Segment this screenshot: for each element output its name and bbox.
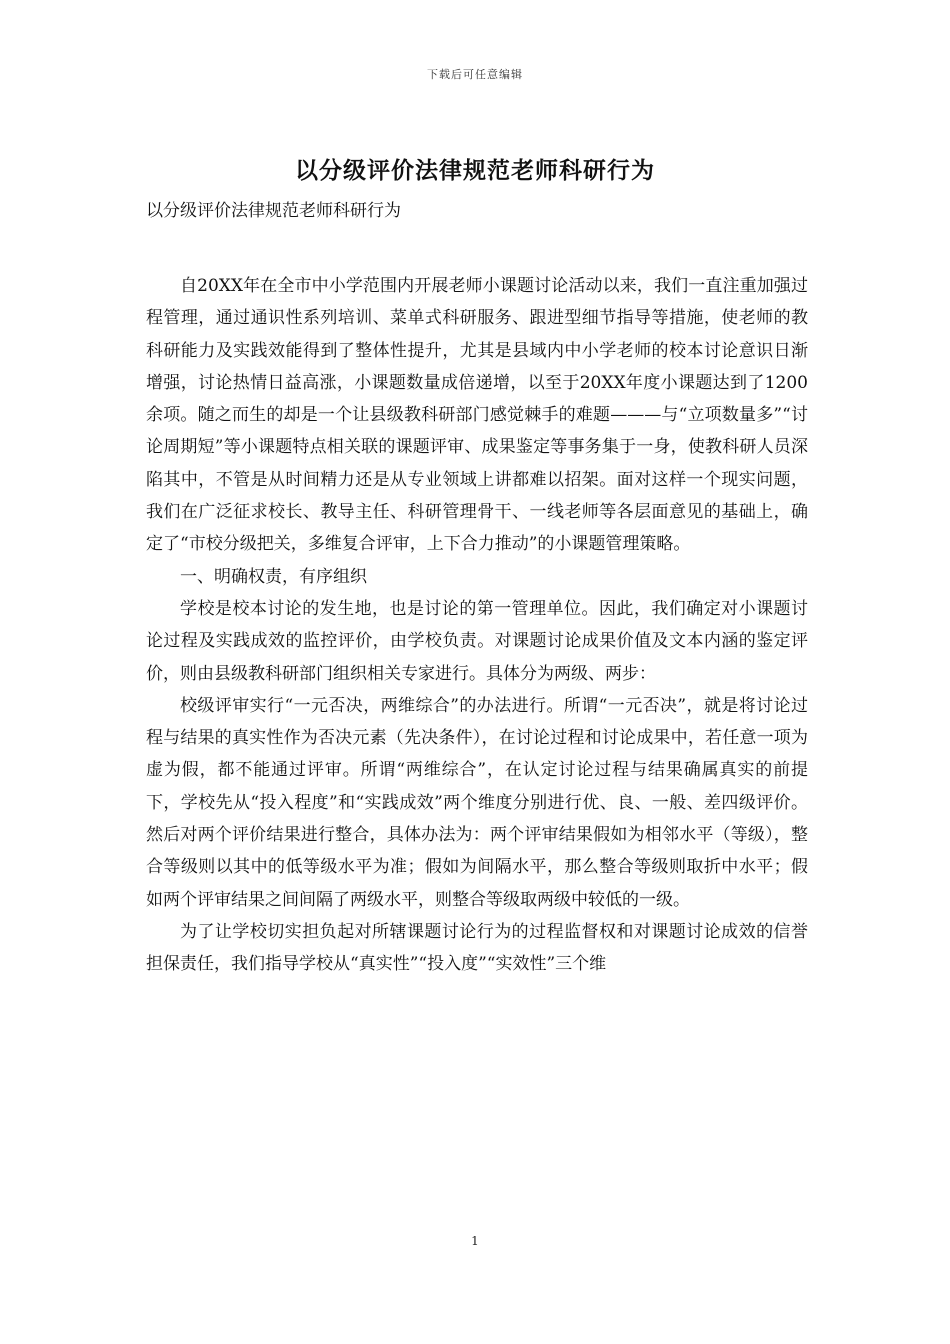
document-title: 以分级评价法律规范老师科研行为	[295, 157, 655, 184]
page-header-note: 下载后可任意编辑	[427, 68, 523, 81]
document-body	[146, 270, 808, 981]
page-number: 1	[471, 1234, 479, 1248]
document-subtitle: 以分级评价法律规范老师科研行为	[146, 201, 401, 221]
section-heading: 一、明确权责，有序组织	[180, 566, 367, 587]
body-paragraph: 校级评审实行“一元否决，两维综合”的办法进行。所谓“一元否决”，就是将讨论过程与结果的真实性作为否决元素（先决条件），在讨论过程和讨论成果中，若任意一项为虚为假，都不能通过评审。所谓“两维综合”，在认定讨论过程与结果确属真实的前提下，学校先从“投入程度”和“实践成效”两个维度分别进行优、良、一般、差四级评价。然后对两个评价结果进行整合，具体办法为：两个评审结果假如为相邻水平（等级），整合等级则以其中的低等级水平为准；假如为间隔水平，那么整合等级则取折中水平；假如两个评审结果之间间隔了两级水平，则整合等级取两级中较低的一级。	[146, 695, 808, 910]
body-paragraph: 自20XX年在全市中小学范围内开展老师小课题讨论活动以来，我们一直注重加强过程管理，通过通识性系列培训、菜单式科研服务、跟进型细节指导等措施，使老师的教科研能力及实践效能得到了整体性提升，尤其是县域内中小学老师的校本讨论意识日渐增强，讨论热情日益高涨，小课题数量成倍递增，以至于20XX年度小课题达到了1200余项。随之而生的却是一个让县级教科研部门感觉棘手的难题———与“立项数量多”“讨论周期短”等小课题特点相关联的课题评审、成果鉴定等事务集于一身，使教科研人员深陷其中，不管是从时间精力还是从专业领域上讲都难以招架。面对这样一个现实问题，我们在广泛征求校长、教导主任、科研管理骨干、一线老师等各层面意见的基础上，确定了“市校分级把关，多维复合评审，上下合力推动”的小课题管理策略。	[146, 276, 808, 555]
body-paragraph: 为了让学校切实担负起对所辖课题讨论行为的过程监督权和对课题讨论成效的信誉担保责任，我们指导学校从“真实性”“投入度”“实效性”三个维	[146, 921, 808, 975]
body-paragraph: 学校是校本讨论的发生地，也是讨论的第一管理单位。因此，我们确定对小课题讨论过程及实践成效的监控评价，由学校负责。对课题讨论成果价值及文本内涵的鉴定评价，则由县级教科研部门组织相关专家进行。具体分为两级、两步：	[146, 598, 808, 684]
